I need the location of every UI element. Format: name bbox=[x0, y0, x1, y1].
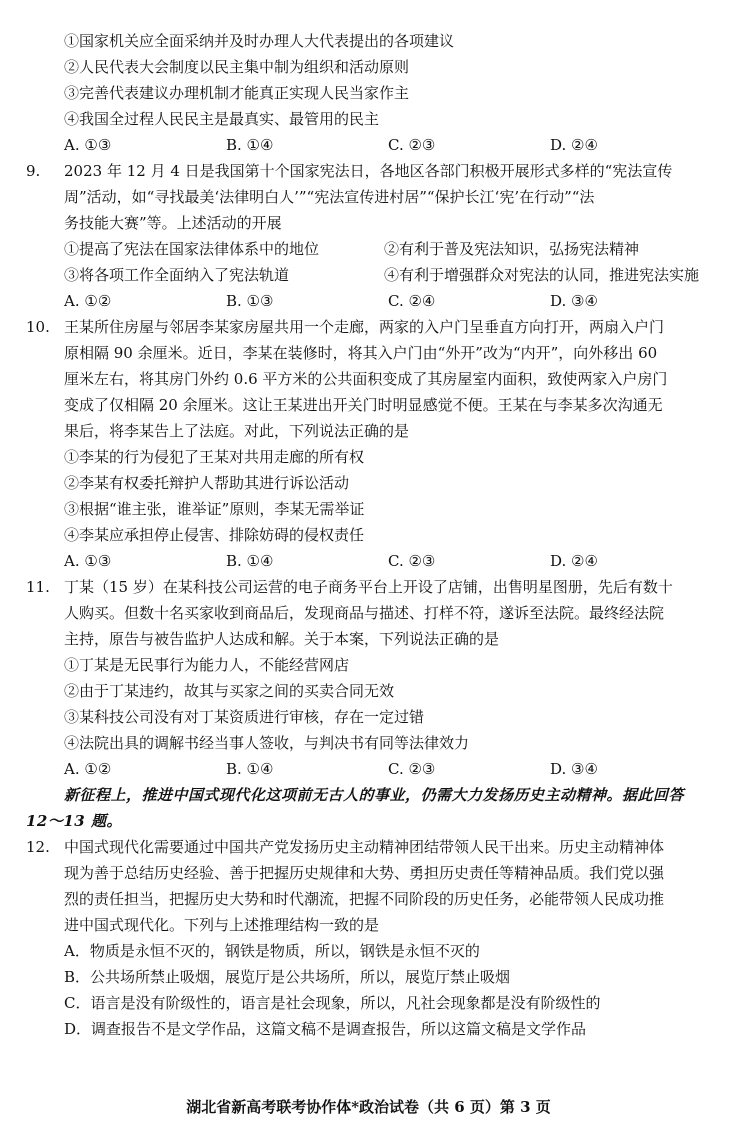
option-d: D. ③④ bbox=[550, 760, 598, 778]
statement: ③根据“谁主张，谁举证”原则，李某无需举证 bbox=[64, 500, 365, 518]
question-10-options bbox=[26, 548, 716, 574]
option-a: A. ①③ bbox=[64, 552, 112, 570]
question-12 bbox=[26, 834, 716, 1042]
statement: ④法院出具的调解书经当事人签收，与判决书有同等法律效力 bbox=[64, 734, 470, 752]
intro-text-line: 12～13 题。 bbox=[26, 812, 122, 830]
statement: ②由于丁某违约，故其与买家之间的买卖合同无效 bbox=[64, 682, 395, 700]
option-d: D．调查报告不是文学作品，这篇文稿不是调查报告，所以这篇文稿是文学作品 bbox=[64, 1020, 587, 1038]
statement: ①提高了宪法在国家法律体系中的地位 bbox=[64, 240, 320, 258]
question-text-line: 变成了仅相隔 20 余厘米。这让王某进出开关门时明显感觉不便。王某在与李某多次沟通无 bbox=[64, 396, 663, 414]
question-text-line: 现为善于总结历史经验、善于把握历史规律和大势、勇担历史责任等精神品质。我们党以强 bbox=[64, 864, 665, 882]
question-text-line: 务技能大赛”等。上述活动的开展 bbox=[64, 214, 282, 232]
option-b: B. ①④ bbox=[226, 760, 274, 778]
question-8-statements bbox=[26, 28, 716, 132]
option-a: A. ①② bbox=[64, 292, 112, 310]
question-text-line: 丁某（15 岁）在某科技公司运营的电子商务平台上开设了店铺，出售明星图册，先后有数十 bbox=[64, 578, 673, 596]
page-footer: 湖北省新高考联考协作体*政治试卷（共 6 页）第 3 页 bbox=[186, 1098, 551, 1116]
statement: ④有利于增强群众对宪法的认同，推进宪法实施 bbox=[384, 266, 700, 284]
statement: ①李某的行为侵犯了王某对共用走廊的所有权 bbox=[64, 448, 365, 466]
exam-page bbox=[26, 28, 716, 1042]
option-d: D. ③④ bbox=[550, 292, 598, 310]
question-8-options bbox=[26, 132, 716, 158]
question-text-line: 烈的责任担当，把握历史大势和时代潮流，把握不同阶段的历史任务，必能带领人民成功推 bbox=[64, 890, 665, 908]
question-text-line: 主持，原告与被告监护人达成和解。关于本案，下列说法正确的是 bbox=[64, 630, 500, 648]
statement: ①丁某是无民事行为能力人，不能经营网店 bbox=[64, 656, 350, 674]
statement: ②有利于普及宪法知识，弘扬宪法精神 bbox=[384, 240, 640, 258]
option-a: A. ①③ bbox=[64, 136, 112, 154]
question-text-line: 人购买。但数十名买家收到商品后，发现商品与描述、打样不符，遂诉至法院。最终经法院 bbox=[64, 604, 665, 622]
question-text-line: 原相隔 90 余厘米。近日，李某在装修时，将其入户门由“外开”改为“内开”，向外移出 60 bbox=[64, 344, 658, 362]
question-text-line: 进中国式现代化。下列与上述推理结构一致的是 bbox=[64, 916, 380, 934]
question-9-options bbox=[26, 288, 716, 314]
statement: ③完善代表建议办理机制才能真正实现人民当家作主 bbox=[64, 84, 410, 102]
statement: ①国家机关应全面采纳并及时办理人大代表提出的各项建议 bbox=[64, 32, 455, 50]
question-text-line: 2023 年 12 月 4 日是我国第十个国家宪法日，各地区各部门积极开展形式多样的“宪法宣传 bbox=[64, 162, 673, 180]
question-text-line: 中国式现代化需要通过中国共产党发扬历史主动精神团结带领人民干出来。历史主动精神体 bbox=[64, 838, 665, 856]
question-text-line: 厘米左右，将其房门外约 0.6 平方米的公共面积变成了其房屋室内面积，致使两家入户房门 bbox=[64, 370, 668, 388]
option-c: C. ②③ bbox=[388, 552, 436, 570]
question-text-line: 周”活动，如“寻找最美‘法律明白人’”“宪法宣传进村居”“保护长江‘宪’在行动”“法 bbox=[64, 188, 595, 206]
option-b: B. ①④ bbox=[226, 136, 274, 154]
option-a: A. ①② bbox=[64, 760, 112, 778]
statement: ④李某应承担停止侵害、排除妨碍的侵权责任 bbox=[64, 526, 365, 544]
question-9 bbox=[26, 158, 716, 314]
option-a: A．物质是永恒不灭的，钢铁是物质，所以，钢铁是永恒不灭的 bbox=[64, 942, 480, 960]
statement: ④我国全过程人民民主是最真实、最管用的民主 bbox=[64, 110, 380, 128]
statement: ②人民代表大会制度以民主集中制为组织和活动原则 bbox=[64, 58, 410, 76]
section-intro bbox=[26, 782, 716, 834]
option-b: B. ①④ bbox=[226, 552, 274, 570]
option-d: D. ②④ bbox=[550, 136, 598, 154]
question-number: 11. bbox=[26, 578, 50, 596]
statement: ③某科技公司没有对丁某资质进行审核，存在一定过错 bbox=[64, 708, 425, 726]
statement: ②李某有权委托辩护人帮助其进行诉讼活动 bbox=[64, 474, 350, 492]
question-11 bbox=[26, 574, 716, 782]
option-d: D. ②④ bbox=[550, 552, 598, 570]
option-c: C．语言是没有阶级性的，语言是社会现象，所以，凡社会现象都是没有阶级性的 bbox=[64, 994, 601, 1012]
question-11-options bbox=[26, 756, 716, 782]
question-number: 12. bbox=[26, 838, 50, 856]
question-number: 9. bbox=[26, 162, 41, 180]
option-c: C. ②③ bbox=[388, 760, 436, 778]
option-b: B. ①③ bbox=[226, 292, 274, 310]
question-text-line: 王某所住房屋与邻居李某家房屋共用一个走廊，两家的入户门呈垂直方向打开，两扇入户门 bbox=[64, 318, 665, 336]
option-c: C. ②④ bbox=[388, 292, 436, 310]
question-text-line: 果后，将李某告上了法庭。对此，下列说法正确的是 bbox=[64, 422, 410, 440]
option-c: C. ②③ bbox=[388, 136, 436, 154]
option-b: B．公共场所禁止吸烟，展览厅是公共场所，所以，展览厅禁止吸烟 bbox=[64, 968, 511, 986]
statement: ③将各项工作全面纳入了宪法轨道 bbox=[64, 266, 290, 284]
question-9-statements bbox=[26, 236, 716, 288]
intro-text-line: 新征程上，推进中国式现代化这项前无古人的事业，仍需大力发扬历史主动精神。据此回答 bbox=[64, 786, 685, 804]
question-number: 10. bbox=[26, 318, 50, 336]
question-10 bbox=[26, 314, 716, 574]
